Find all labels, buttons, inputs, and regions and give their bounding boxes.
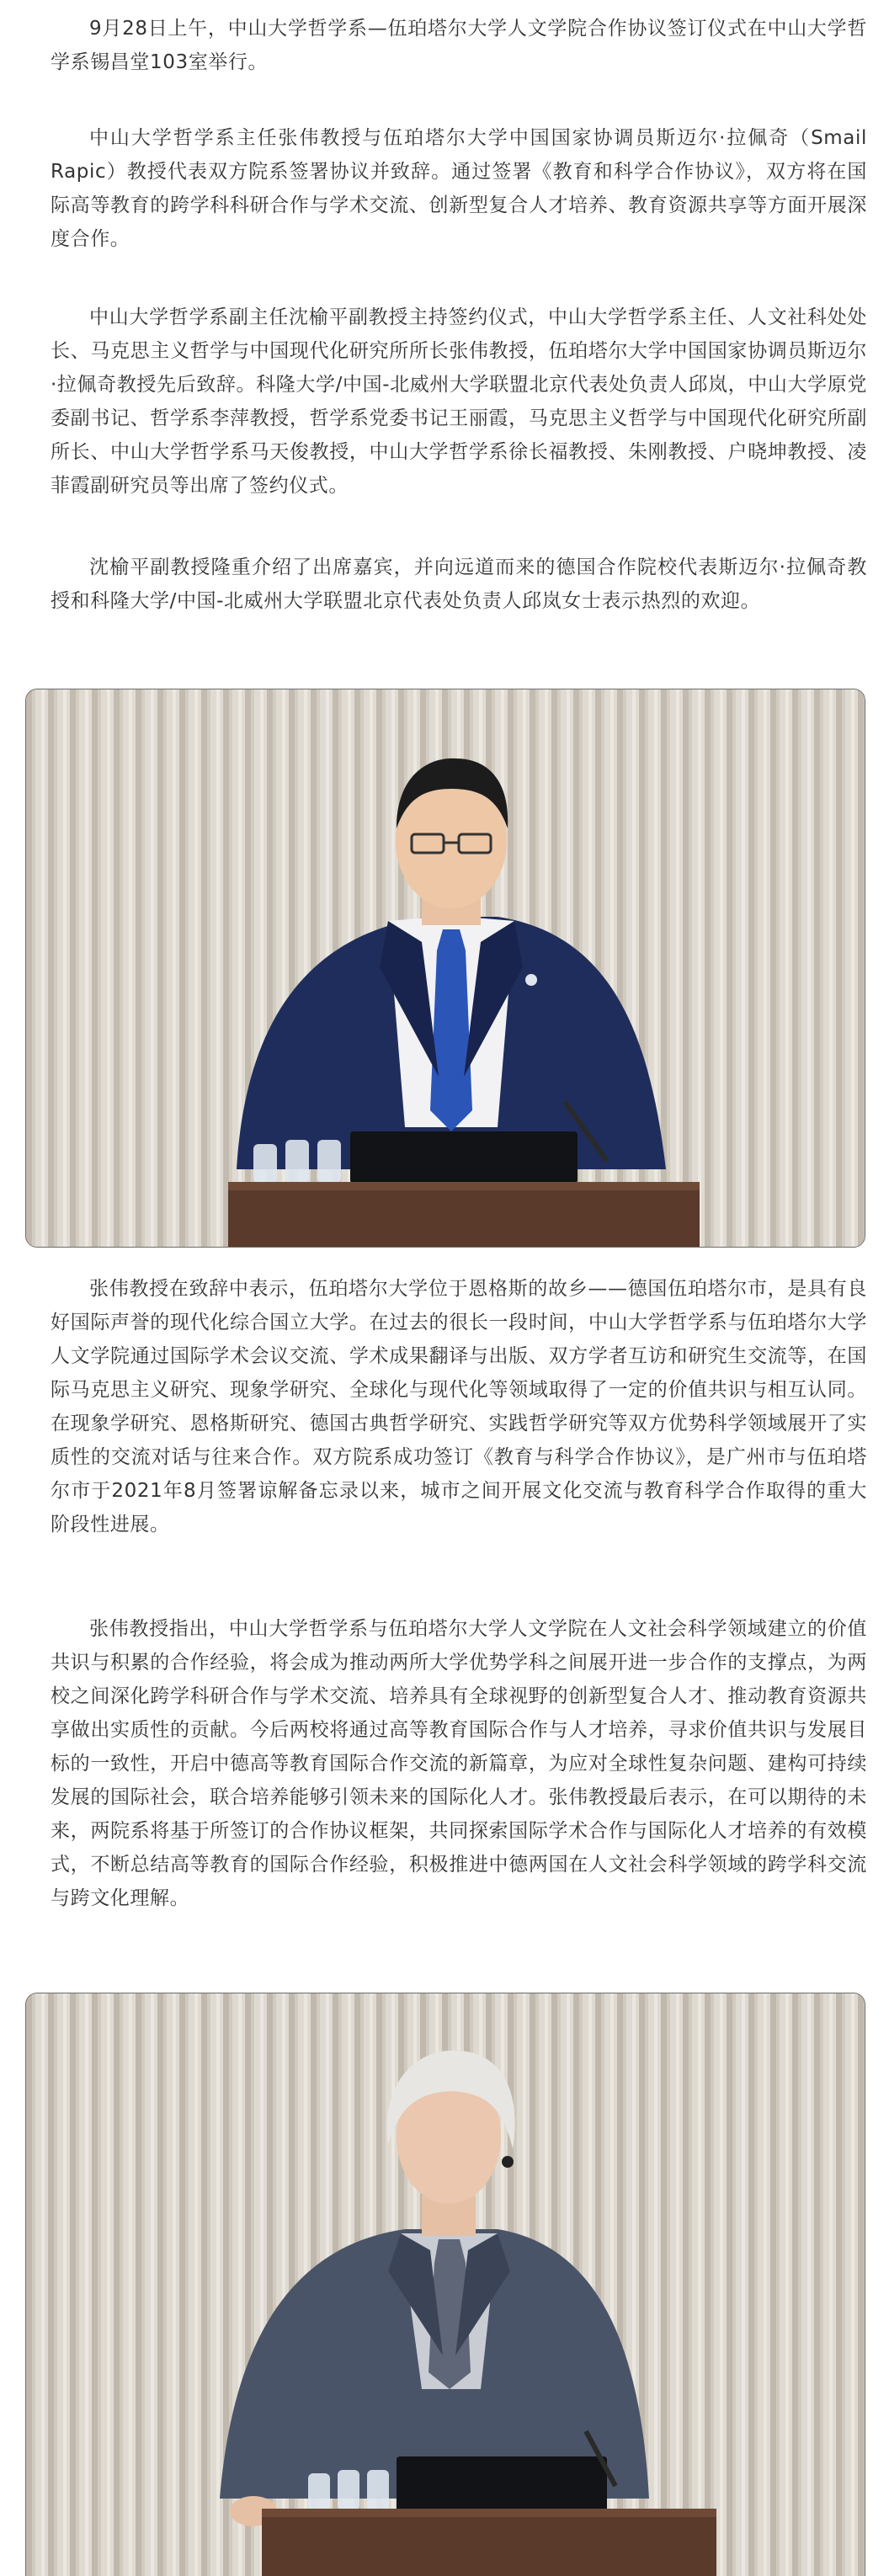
paragraph-intro: 9月28日上午，中山大学哲学系—伍珀塔尔大学人文学院合作协议签订仪式在中山大学哲学系锡昌堂103室举行。 bbox=[51, 18, 867, 73]
speaker-photo-zhang bbox=[25, 689, 865, 1248]
paragraph-signing: 中山大学哲学系主任张伟教授与伍珀塔尔大学中国国家协调员斯迈尔·拉佩奇（Smail Rapic）教授代表双方院系签署协议并致辞。通过签署《教育和科学合作协议》，双方将在国际高等教育的跨学科科研合作与学术交流、创新型复合人才培养、教育资源共享等方面开展深度合作。 bbox=[51, 127, 867, 250]
speaker-photo-rapic bbox=[25, 1993, 865, 2576]
paragraph-welcome: 沈榆平副教授隆重介绍了出席嘉宾，并向远道而来的德国合作院校代表斯迈尔·拉佩奇教授和科隆大学/中国-北威州大学联盟北京代表处负责人邱岚女士表示热烈的欢迎。 bbox=[51, 556, 867, 612]
paragraph-zhang-speech: 张伟教授在致辞中表示，伍珀塔尔大学位于恩格斯的故乡——德国伍珀塔尔市，是具有良好国际声誉的现代化综合国立大学。在过去的很长一段时间，中山大学哲学系与伍珀塔尔大学人文学院通过国际学术会议交流、学术成果翻译与出版、双方学者互访和研究生交流等，在国际马克思主义研究、现象学研究、全球化与现代化等领域取得了一定的价值共识与相互认同。在现象学研究、恩格斯研究、德国古典哲学研究、实践哲学研究等双方优势科学领域展开了实质性的交流对话与往来合作。双方院系成功签订《教育与科学合作协议》，是广州市与伍珀塔尔市于2021年8月签署谅解备忘录以来，城市之间开展文化交流与教育科学合作取得的重大阶段性进展。 bbox=[51, 1278, 867, 1535]
paragraph-zhang-closing: 张伟教授指出，中山大学哲学系与伍珀塔尔大学人文学院在人文社会科学领域建立的价值共识与积累的合作经验，将会成为推动两所大学优势学科之间展开进一步合作的支撑点，为两校之间深化跨学科研合作与学术交流、培养具有全球视野的创新型复合人才、推动教育资源共享做出实质性的贡献。今后两校将通过高等教育国际合作与人才培养，寻求价值共识与发展目标的一致性，开启中德高等教育国际合作交流的新篇章，为应对全球性复杂问题、建构可持续发展的国际社会，联合培养能够引领未来的国际化人才。张伟教授最后表示，在可以期待的未来，两院系将基于所签订的合作协议框架，共同探索国际学术合作与国际化人才培养的有效模式，不断总结高等教育的国际合作经验，积极推进中德两国在人文社会科学领域的跨学科交流与跨文化理解。 bbox=[51, 1618, 867, 1909]
speaker-photo-rapic-image bbox=[26, 1993, 865, 2576]
speaker-photo-zhang-image bbox=[26, 689, 865, 1247]
paragraph-attendees: 中山大学哲学系副主任沈榆平副教授主持签约仪式，中山大学哲学系主任、人文社科处处长、马克思主义哲学与中国现代化研究所所长张伟教授，伍珀塔尔大学中国国家协调员斯迈尔·拉佩奇教授先后致辞。科隆大学/中国-北威州大学联盟北京代表处负责人邱岚，中山大学原党委副书记、哲学系李萍教授，哲学系党委书记王丽霞，马克思主义哲学与中国现代化研究所副所长、中山大学哲学系马天俊教授，中山大学哲学系徐长福教授、朱刚教授、户晓坤教授、凌菲霞副研究员等出席了签约仪式。 bbox=[51, 306, 867, 497]
